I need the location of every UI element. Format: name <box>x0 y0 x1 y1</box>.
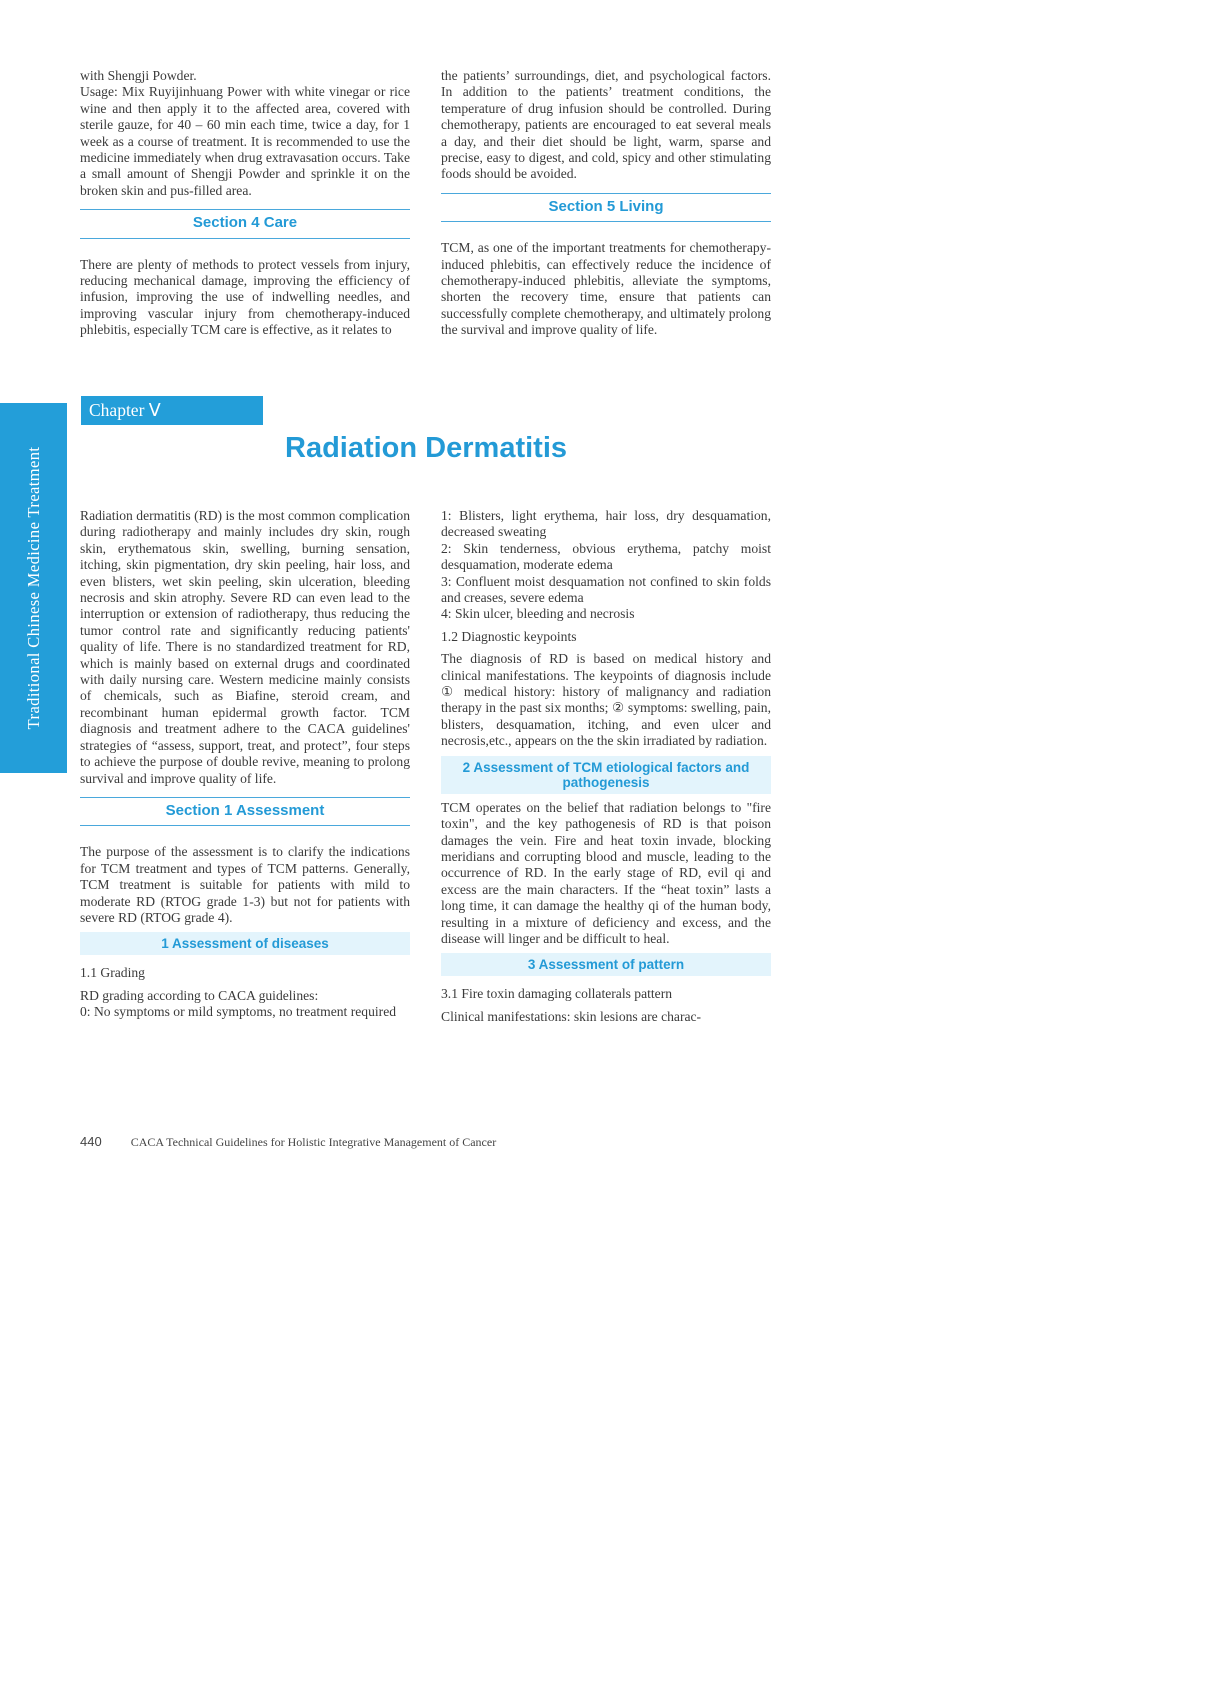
paragraph: RD grading according to CACA guidelines: <box>80 987 319 1003</box>
section-heading: Section 4 Care <box>80 209 410 238</box>
top-left-column <box>80 68 410 339</box>
bottom-right-column <box>441 508 771 1025</box>
list-item: 3: Confluent moist desquamation not confined to skin folds and creases, severe edema <box>441 573 771 606</box>
paragraph: There are plenty of methods to protect vessels from injury, reducing mechanical damage, improving the efficiency of infusion, improving the use of indwelling needles, and improving vascular injury from chemotherapy-induced phlebitis, especially TCM care is effective, as it relates to <box>80 256 410 338</box>
section-heading: Section 1 Assessment <box>80 797 410 826</box>
paragraph: Radiation dermatitis (RD) is the most common complication during radiotherapy and mainly includes dry skin, rough skin, erythematous skin, swelling, burning sensation, itching, skin pigmentation, dry skin peeling, hair loss, and even blisters, wet skin peeling, skin ulceration, bleeding necrosis and skin atrophy. Severe RD can even lead to the interruption or extension of radiotherapy, thus reducing the tumor control rate and significantly reducing patients' quality of life. There is no standardized treatment for RD, which is mainly based on external drugs and coordinated with daily nursing care. Western medicine mainly consists of chemicals, such as Biafine, steroid cream, and recombinant human epidermal growth factor. TCM diagnosis and treatment adhere to the CACA guidelines' strategies of “assess, support, treat, and protect”, four steps to achieve the purpose of double revive, meaning to prolong survival and improve quality of life. <box>80 508 410 786</box>
page-number: 440 <box>80 1134 102 1149</box>
section-heading: Section 5 Living <box>441 193 771 222</box>
top-right-column <box>441 68 771 339</box>
paragraph: TCM operates on the belief that radiation belongs to "fire toxin", and the key pathogenesis of RD is that poison damages the vein. Fire and heat toxin invade, blocking meridians and corrupting blood and muscle, leading to the occurrence of RD. In the early stage of RD, evil qi and excess are the main characters. If the “heat toxin” lasts a long time, it can damage the healthy qi of the human body, resulting in a mixture of deficiency and excess, and the disease will linger and be difficult to heal. <box>441 799 771 946</box>
subsection-heading: 1 Assessment of diseases <box>80 932 410 955</box>
bottom-left-column <box>80 508 410 1021</box>
paragraph: The purpose of the assessment is to clarify the indications for TCM treatment and types of TCM patterns. Generally, TCM treatment is suitable for patients with mild to moderate RD (RTOG grade 1-3) but not for patients with severe RD (RTOG grade 4). <box>80 844 410 925</box>
paragraph: TCM, as one of the important treatments for chemotherapy-induced phlebitis, can effectively reduce the incidence of chemotherapy-induced phlebitis, alleviate the symptoms, shorten the recovery time, ensure that patients can successfully complete chemotherapy, and ultimately prolong the survival and improve quality of life. <box>441 240 771 338</box>
paragraph: Clinical manifestations: skin lesions are charac- <box>441 1008 702 1024</box>
side-tab-label: Traditional Chinese Medicine Treatment <box>24 446 43 730</box>
list-item: 4: Skin ulcer, bleeding and necrosis <box>441 606 635 622</box>
paragraph: Usage: Mix Ruyijinhuang Power with white vinegar or rice wine and then apply it to the affected area, covered with sterile gauze, for 40 – 60 min each time, twice a day, for 1 week as a course of treatment. It is recommended to use the medicine immediately when drug extravasation occurs. Take a small amount of Shengji Powder and sprinkle it on the broken skin and pus-filled area. <box>80 84 410 198</box>
subheading: 1.1 Grading <box>80 965 145 981</box>
page-footer <box>80 1134 496 1150</box>
paragraph: The diagnosis of RD is based on medical history and clinical manifestations. The keypoints of diagnosis include ① medical history: history of malignancy and radiation therapy in the past six months; ② symptoms: swelling, pain, blisters, desquamation, itching, and even ulcer and necrosis,etc., appears on the the skin irradiated by radiation. <box>441 651 771 749</box>
paragraph: with Shengji Powder. <box>80 68 197 83</box>
page-title: Radiation Dermatitis <box>285 432 567 464</box>
paragraph: the patients’ surroundings, diet, and psychological factors. In addition to the patients’ treatment conditions, the temperature of drug infusion should be controlled. During chemotherapy, patients are encouraged to eat several meals a day, and their diet should be light, warm, sparse and precise, easy to digest, and cold, spicy and other stimulating foods should be avoided. <box>441 68 771 182</box>
subsection-heading: 2 Assessment of TCM etiological factors and pathogenesis <box>441 756 771 794</box>
subsection-heading: 3 Assessment of pattern <box>441 953 771 976</box>
subheading: 3.1 Fire toxin damaging collaterals pattern <box>441 986 673 1002</box>
list-item: 1: Blisters, light erythema, hair loss, dry desquamation, decreased sweating <box>441 508 771 540</box>
list-item: 0: No symptoms or mild symptoms, no treatment required <box>80 1004 397 1020</box>
running-title: CACA Technical Guidelines for Holistic Integrative Management of Cancer <box>130 1135 497 1149</box>
list-item: 2: Skin tenderness, obvious erythema, patchy moist desquamation, moderate edema <box>441 540 771 573</box>
subheading: 1.2 Diagnostic keypoints <box>441 628 577 644</box>
chapter-label: Chapter Ⅴ <box>81 396 263 425</box>
